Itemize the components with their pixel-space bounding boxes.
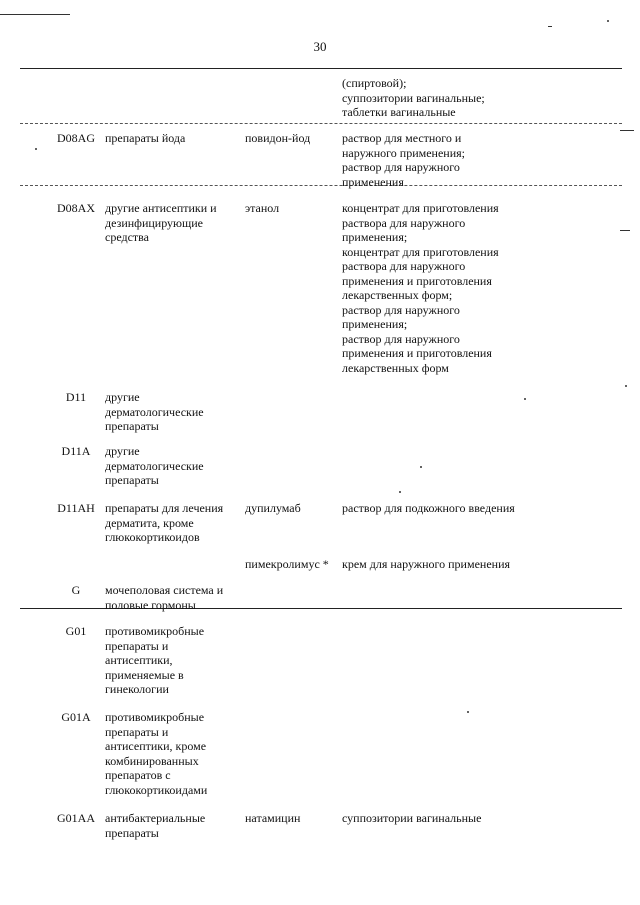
atc-group-line: дезинфицирующие [105, 215, 203, 230]
scan-artifact [620, 230, 630, 231]
atc-code: G01A [61, 710, 91, 724]
atc-code: D08AG [57, 131, 95, 145]
dosage-form-line: применения; [342, 230, 408, 244]
dosage-form-line: (спиртовой); [342, 76, 407, 90]
inn-cell [245, 811, 341, 826]
atc-group-line: мочеполовая система и [105, 583, 224, 597]
dosage-form-line: лекарственных форм; [342, 288, 453, 302]
atc-group-line: средства [105, 230, 150, 244]
atc-group-line: антисептики, кроме [105, 739, 207, 753]
atc-group-cell [105, 624, 239, 697]
atc-group-line: другие [105, 444, 140, 458]
dosage-form-line: концентрат для приготовления [342, 244, 499, 259]
scan-artifact [625, 385, 627, 387]
inn-line: пимекролимус * [245, 557, 329, 571]
inn-line: натамицин [245, 811, 301, 825]
dosage-forms-cell [342, 131, 542, 189]
scan-artifact [467, 711, 469, 713]
dosage-forms-cell [342, 811, 542, 826]
dosage-form-line: суппозитории вагинальные; [342, 90, 485, 105]
atc-group-line: препараты [105, 825, 159, 840]
dosage-form-line: крем для наружного применения [342, 557, 511, 571]
dosage-form-line: раствор для подкожного введения [342, 501, 515, 515]
atc-group-cell [105, 131, 239, 146]
dosage-form-line: применения и приготовления [342, 273, 492, 288]
atc-group-line: противомикробные [105, 710, 205, 724]
dosage-form-line: наружного применения; [342, 145, 465, 160]
atc-group-line: препараты для лечения [105, 501, 224, 515]
dosage-form-line: применения и приготовления [342, 346, 492, 360]
dosage-forms-cell [342, 201, 542, 375]
atc-group-line: половые гормоны [105, 597, 196, 612]
dosage-form-line: раствор для наружного [342, 302, 460, 317]
inn-line: этанол [245, 201, 280, 215]
dosage-forms-cell [342, 501, 542, 516]
table-top-rule [20, 68, 622, 69]
atc-group-line: дерматита, кроме [105, 515, 194, 530]
atc-group-line: препараты и [105, 638, 169, 653]
inn-cell [245, 201, 341, 216]
dosage-form-line: раствор для местного и [342, 131, 462, 145]
atc-group-line: комбинированных [105, 753, 199, 768]
dosage-form-line: суппозитории вагинальные [342, 811, 482, 825]
inn-cell [245, 131, 341, 146]
dosage-forms-cell [342, 557, 542, 572]
atc-group-line: антибактериальные [105, 811, 206, 825]
inn-line: повидон-йод [245, 131, 311, 145]
atc-group-line: глюкокортикоидов [105, 530, 200, 544]
atc-group-line: препараты йода [105, 131, 186, 145]
atc-code: D11 [65, 390, 87, 404]
inn-cell [245, 557, 341, 572]
atc-group-line: дерматологические [105, 404, 204, 419]
scan-artifact [0, 14, 70, 15]
atc-group-line: дерматологические [105, 458, 204, 473]
dosage-form-line: применения [342, 174, 404, 189]
atc-group-line: применяемые в [105, 667, 184, 682]
atc-code: G01 [65, 624, 87, 638]
atc-code: G01AA [57, 811, 95, 825]
atc-group-line: другие антисептики и [105, 201, 217, 215]
atc-group-line: препараты и [105, 724, 169, 739]
scan-artifact [399, 491, 401, 493]
atc-group-line: препаратов с [105, 768, 171, 782]
scan-artifact [607, 20, 609, 22]
dosage-form-line: концентрат для приготовления [342, 201, 499, 215]
atc-group-line: препараты [105, 473, 159, 487]
dosage-form-line: применения; [342, 317, 408, 331]
atc-group-cell [105, 710, 239, 797]
inn-cell [245, 501, 341, 516]
dosage-form-line: раствора для наружного [342, 259, 466, 273]
atc-code: D08AX [57, 201, 95, 215]
atc-group-line: противомикробные [105, 624, 205, 638]
row-divider [20, 123, 622, 124]
dosage-forms-cell [342, 76, 542, 120]
scan-artifact [524, 398, 526, 400]
atc-code: D11AH [57, 501, 95, 515]
atc-group-line: глюкокортикоидами [105, 782, 208, 797]
atc-group-cell [105, 501, 239, 545]
scan-artifact [420, 466, 422, 468]
scan-artifact [548, 26, 552, 27]
atc-group-cell [105, 444, 239, 488]
dosage-form-line: раствор для наружного [342, 160, 460, 174]
dosage-form-line: раствора для наружного [342, 215, 466, 230]
atc-group-cell [105, 811, 239, 840]
atc-group-line: гинекологии [105, 682, 169, 696]
atc-group-cell [105, 390, 239, 434]
atc-group-line: препараты [105, 419, 159, 433]
dosage-form-line: раствор для наружного [342, 331, 460, 346]
scan-artifact [35, 148, 37, 150]
inn-line: дупилумаб [245, 501, 301, 515]
atc-group-line: другие [105, 390, 140, 404]
atc-code: G [71, 583, 81, 597]
atc-group-cell [105, 583, 239, 612]
dosage-form-line: таблетки вагинальные [342, 105, 456, 119]
dosage-form-line: лекарственных форм [342, 360, 449, 375]
scan-artifact [620, 130, 634, 131]
page-number: 30 [313, 39, 327, 54]
atc-group-line: антисептики, [105, 653, 173, 667]
atc-group-cell [105, 201, 239, 245]
atc-code: D11A [61, 444, 91, 458]
